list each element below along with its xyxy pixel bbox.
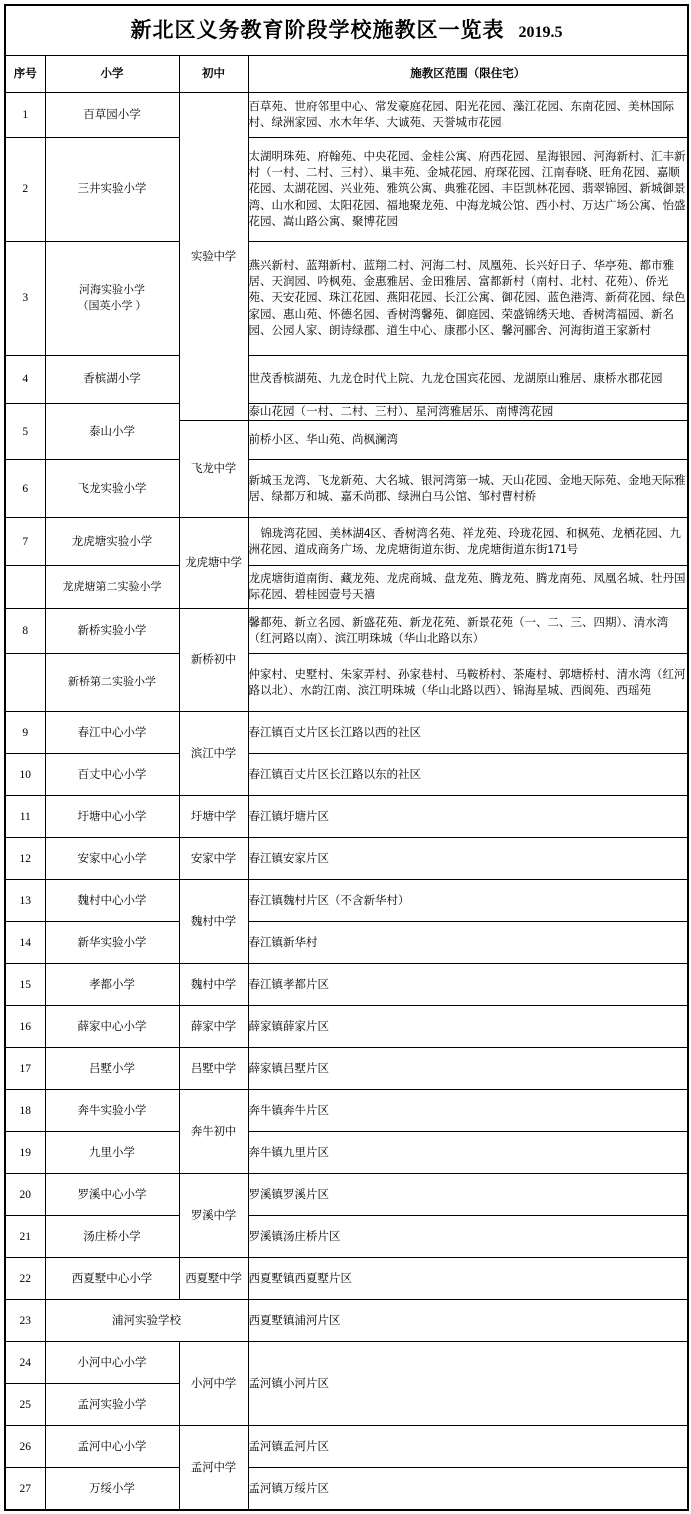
table-row [5, 1258, 688, 1300]
row-middle-school: 薛家中学 [179, 1006, 248, 1048]
row-middle-school: 奔牛初中 [179, 1090, 248, 1174]
table-row [5, 654, 688, 712]
page-title: 新北区义务教育阶段学校施教区一览表 [130, 18, 505, 42]
table-row [5, 1300, 688, 1342]
row-district-range: 西夏墅镇西夏墅片区 [248, 1258, 688, 1300]
row-primary-school: 安家中心小学 [45, 838, 179, 880]
header-row [5, 56, 688, 93]
table-row [5, 754, 688, 796]
row-middle-school: 龙虎塘中学 [179, 518, 248, 609]
row-primary-school: 吕墅小学 [45, 1048, 179, 1090]
row-no: 7 [5, 518, 45, 566]
table-row [5, 518, 688, 566]
row-no: 14 [5, 922, 45, 964]
row-primary-school [45, 242, 179, 356]
row-no: 11 [5, 796, 45, 838]
row-district-range: 薛家镇薛家片区 [248, 1006, 688, 1048]
table-row [5, 1174, 688, 1216]
table-row [5, 242, 688, 356]
table-row [5, 566, 688, 609]
row-middle-school: 吕墅中学 [179, 1048, 248, 1090]
table-row [5, 838, 688, 880]
row-district-range: 奔牛镇九里片区 [248, 1132, 688, 1174]
header-district-range: 施教区范围（限住宅） [248, 56, 688, 93]
row-district-range: 西夏墅镇浦河片区 [248, 1300, 688, 1342]
table-row [5, 712, 688, 754]
row-primary-school: 罗溪中心小学 [45, 1174, 179, 1216]
table-row [5, 1426, 688, 1468]
row-district-range: 奔牛镇奔牛片区 [248, 1090, 688, 1132]
row-no [5, 654, 45, 712]
row-middle-school: 魏村中学 [179, 964, 248, 1006]
row-middle-school: 滨江中学 [179, 712, 248, 796]
row-district-range: 仲家村、史墅村、朱家弄村、孙家巷村、马鞍桥村、茶庵村、郭塘桥村、清水湾（红河路以北）、水韵江南、滨江明珠城（华山北路以西）、锦海星城、西阆苑、西瑶苑 [248, 654, 688, 712]
row-no: 3 [5, 242, 45, 356]
row-primary-school: 春江中心小学 [45, 712, 179, 754]
row-primary-school: 西夏墅中心小学 [45, 1258, 179, 1300]
row-no: 5 [5, 404, 45, 460]
row-primary-school: 薛家中心小学 [45, 1006, 179, 1048]
table-row [5, 138, 688, 242]
title-date: 2019.5 [518, 23, 563, 41]
row-no: 8 [5, 609, 45, 654]
row-no: 10 [5, 754, 45, 796]
row-district-range: 春江镇孝都片区 [248, 964, 688, 1006]
row-no: 15 [5, 964, 45, 1006]
table-row [5, 1468, 688, 1511]
row-no: 19 [5, 1132, 45, 1174]
table-row [5, 1132, 688, 1174]
table-row [5, 796, 688, 838]
row-primary-school: 龙虎塘第二实验小学 [45, 566, 179, 609]
row-no: 4 [5, 356, 45, 404]
row-no: 17 [5, 1048, 45, 1090]
row-no: 23 [5, 1300, 45, 1342]
row-primary-school: 小河中心小学 [45, 1342, 179, 1384]
title-row [5, 5, 688, 56]
table-row [5, 1006, 688, 1048]
row-no: 21 [5, 1216, 45, 1258]
table-row [5, 93, 688, 138]
row-primary-school: 万绥小学 [45, 1468, 179, 1511]
row-district-range: 燕兴新村、蓝翔新村、蓝翔二村、河海二村、凤凰苑、长兴好日子、华亭苑、都市雅居、天润园、吟枫苑、金惠雅居、金田雅居、富都新村（南村、北村、花苑）、侨光苑、天安花园、珠江花园、燕阳花园、长江公寓、御花园、蓝色港湾、新荷花园、绿色家园、惠山苑、怀德名园、香树湾馨苑、御庭园、荣盛锦绣天地、香树湾福园、新名园、公园人家、朗诗绿郡、道生中心、康郡小区、馨河郦舍、河海街道王家新村 [248, 242, 688, 356]
row-primary-school: 浦河实验学校 [45, 1300, 248, 1342]
table-row [5, 609, 688, 654]
row-no: 18 [5, 1090, 45, 1132]
row-middle-school: 飞龙中学 [179, 421, 248, 518]
row-district-range: 龙虎塘街道南街、藏龙苑、龙虎商城、盘龙苑、腾龙苑、腾龙南苑、凤凰名城、牡丹国际花园、碧桂园壹号天禧 [248, 566, 688, 609]
row-middle-school: 安家中学 [179, 838, 248, 880]
row-district-range: 馨都苑、新立名园、新盛花苑、新龙花苑、新景花苑（一、二、三、四期）、清水湾（红河路以南）、滨江明珠城（华山北路以东） [248, 609, 688, 654]
row-no: 1 [5, 93, 45, 138]
row-no: 13 [5, 880, 45, 922]
row-middle-school: 西夏墅中学 [179, 1258, 248, 1300]
row-middle-school: 孟河中学 [179, 1426, 248, 1511]
row-district-range: 世茂香槟湖苑、九龙仓时代上院、九龙仓国宾花园、龙湖原山雅居、康桥水郡花园 [248, 356, 688, 404]
header-primary-school: 小学 [45, 56, 179, 93]
row-primary-school: 魏村中心小学 [45, 880, 179, 922]
row-middle-school: 圩塘中学 [179, 796, 248, 838]
row-primary-school: 孟河实验小学 [45, 1384, 179, 1426]
row-no: 25 [5, 1384, 45, 1426]
row-no: 27 [5, 1468, 45, 1511]
table-row [5, 1216, 688, 1258]
table-row [5, 356, 688, 404]
row-district-range: 春江镇圩塘片区 [248, 796, 688, 838]
row-district-range: 前桥小区、华山苑、尚枫澜湾 [248, 421, 688, 460]
row-primary-school: 圩塘中心小学 [45, 796, 179, 838]
header-no: 序号 [5, 56, 45, 93]
row-district-range: 锦珑湾花园、美林湖4区、香树湾名苑、祥龙苑、玲珑花园、和枫苑、龙栖花园、九洲花园、道成商务广场、龙虎塘街道东街、龙虎塘街道东街171号 [248, 518, 688, 566]
row-district-range: 春江镇百丈片区长江路以西的社区 [248, 712, 688, 754]
row-district-range: 罗溪镇罗溪片区 [248, 1174, 688, 1216]
row-primary-school: 百草园小学 [45, 93, 179, 138]
row-district-range: 泰山花园（一村、二村、三村）、星河湾雅居乐、南博湾花园 [248, 404, 688, 421]
row-no: 12 [5, 838, 45, 880]
header-middle-school: 初中 [179, 56, 248, 93]
row-primary-school: 九里小学 [45, 1132, 179, 1174]
row-district-range: 孟河镇万绥片区 [248, 1468, 688, 1511]
table-row [5, 880, 688, 922]
table-title-cell [5, 5, 688, 56]
row-middle-school: 小河中学 [179, 1342, 248, 1426]
row-primary-school-line2: （国英小学 ） [77, 299, 147, 312]
row-district-range: 百草苑、世府邻里中心、常发豪庭花园、阳光花园、藻江花园、东南花园、美林国际村、绿洲家园、水木年华、大诚苑、天誉城市花园 [248, 93, 688, 138]
row-primary-school: 泰山小学 [45, 404, 179, 460]
row-primary-school: 孝都小学 [45, 964, 179, 1006]
row-middle-school: 罗溪中学 [179, 1174, 248, 1258]
row-no: 16 [5, 1006, 45, 1048]
row-no: 6 [5, 460, 45, 518]
row-district-range: 罗溪镇汤庄桥片区 [248, 1216, 688, 1258]
row-district-range: 春江镇魏村片区（不含新华村） [248, 880, 688, 922]
row-district-range: 春江镇百丈片区长江路以东的社区 [248, 754, 688, 796]
row-primary-school: 百丈中心小学 [45, 754, 179, 796]
row-no: 9 [5, 712, 45, 754]
row-primary-school: 龙虎塘实验小学 [45, 518, 179, 566]
row-no: 26 [5, 1426, 45, 1468]
table-row [5, 1048, 688, 1090]
table-row [5, 404, 688, 421]
row-district-range: 孟河镇小河片区 [248, 1342, 688, 1426]
row-no: 24 [5, 1342, 45, 1384]
row-primary-school: 新桥第二实验小学 [45, 654, 179, 712]
row-no: 22 [5, 1258, 45, 1300]
row-primary-school: 飞龙实验小学 [45, 460, 179, 518]
row-primary-school: 香槟湖小学 [45, 356, 179, 404]
row-primary-school-line1: 河海实验小学 [79, 284, 145, 297]
row-middle-school: 实验中学 [179, 93, 248, 421]
row-district-range: 新城玉龙湾、飞龙新苑、大名城、银河湾第一城、天山花园、金地天际苑、金地天际雅居、绿都万和城、嘉禾尚郡、绿洲白马公馆、邹村曹村桥 [248, 460, 688, 518]
row-middle-school: 魏村中学 [179, 880, 248, 964]
row-district-range: 孟河镇孟河片区 [248, 1426, 688, 1468]
row-primary-school: 新桥实验小学 [45, 609, 179, 654]
row-middle-school: 新桥初中 [179, 609, 248, 712]
row-primary-school: 孟河中心小学 [45, 1426, 179, 1468]
school-district-table [4, 4, 689, 1511]
row-district-range: 薛家镇吕墅片区 [248, 1048, 688, 1090]
row-district-range: 太湖明珠苑、府翰苑、中央花园、金桂公寓、府西花园、星海银园、河海新村、汇丰新村（一村、二村、三村）、巢丰苑、金城花园、府琛花园、江南春晓、旺角花园、嘉顺花园、太湖花园、兴业苑、雅筑公寓、典雅花园、丰臣凯林花园、翡翠锦园、新城御景湾、山水和园、太阳花园、福地聚龙苑、中海龙城公馆、西小村、万达广场公寓、怡盛花园、嵩山路公寓、聚博花园 [248, 138, 688, 242]
row-district-range: 春江镇新华村 [248, 922, 688, 964]
row-no [5, 566, 45, 609]
row-no: 20 [5, 1174, 45, 1216]
row-district-range: 春江镇安家片区 [248, 838, 688, 880]
row-primary-school: 汤庄桥小学 [45, 1216, 179, 1258]
row-primary-school: 三井实验小学 [45, 138, 179, 242]
row-primary-school: 新华实验小学 [45, 922, 179, 964]
table-row [5, 964, 688, 1006]
row-no: 2 [5, 138, 45, 242]
table-row [5, 922, 688, 964]
table-row [5, 1090, 688, 1132]
table-row [5, 1342, 688, 1384]
row-primary-school: 奔牛实验小学 [45, 1090, 179, 1132]
table-row [5, 460, 688, 518]
